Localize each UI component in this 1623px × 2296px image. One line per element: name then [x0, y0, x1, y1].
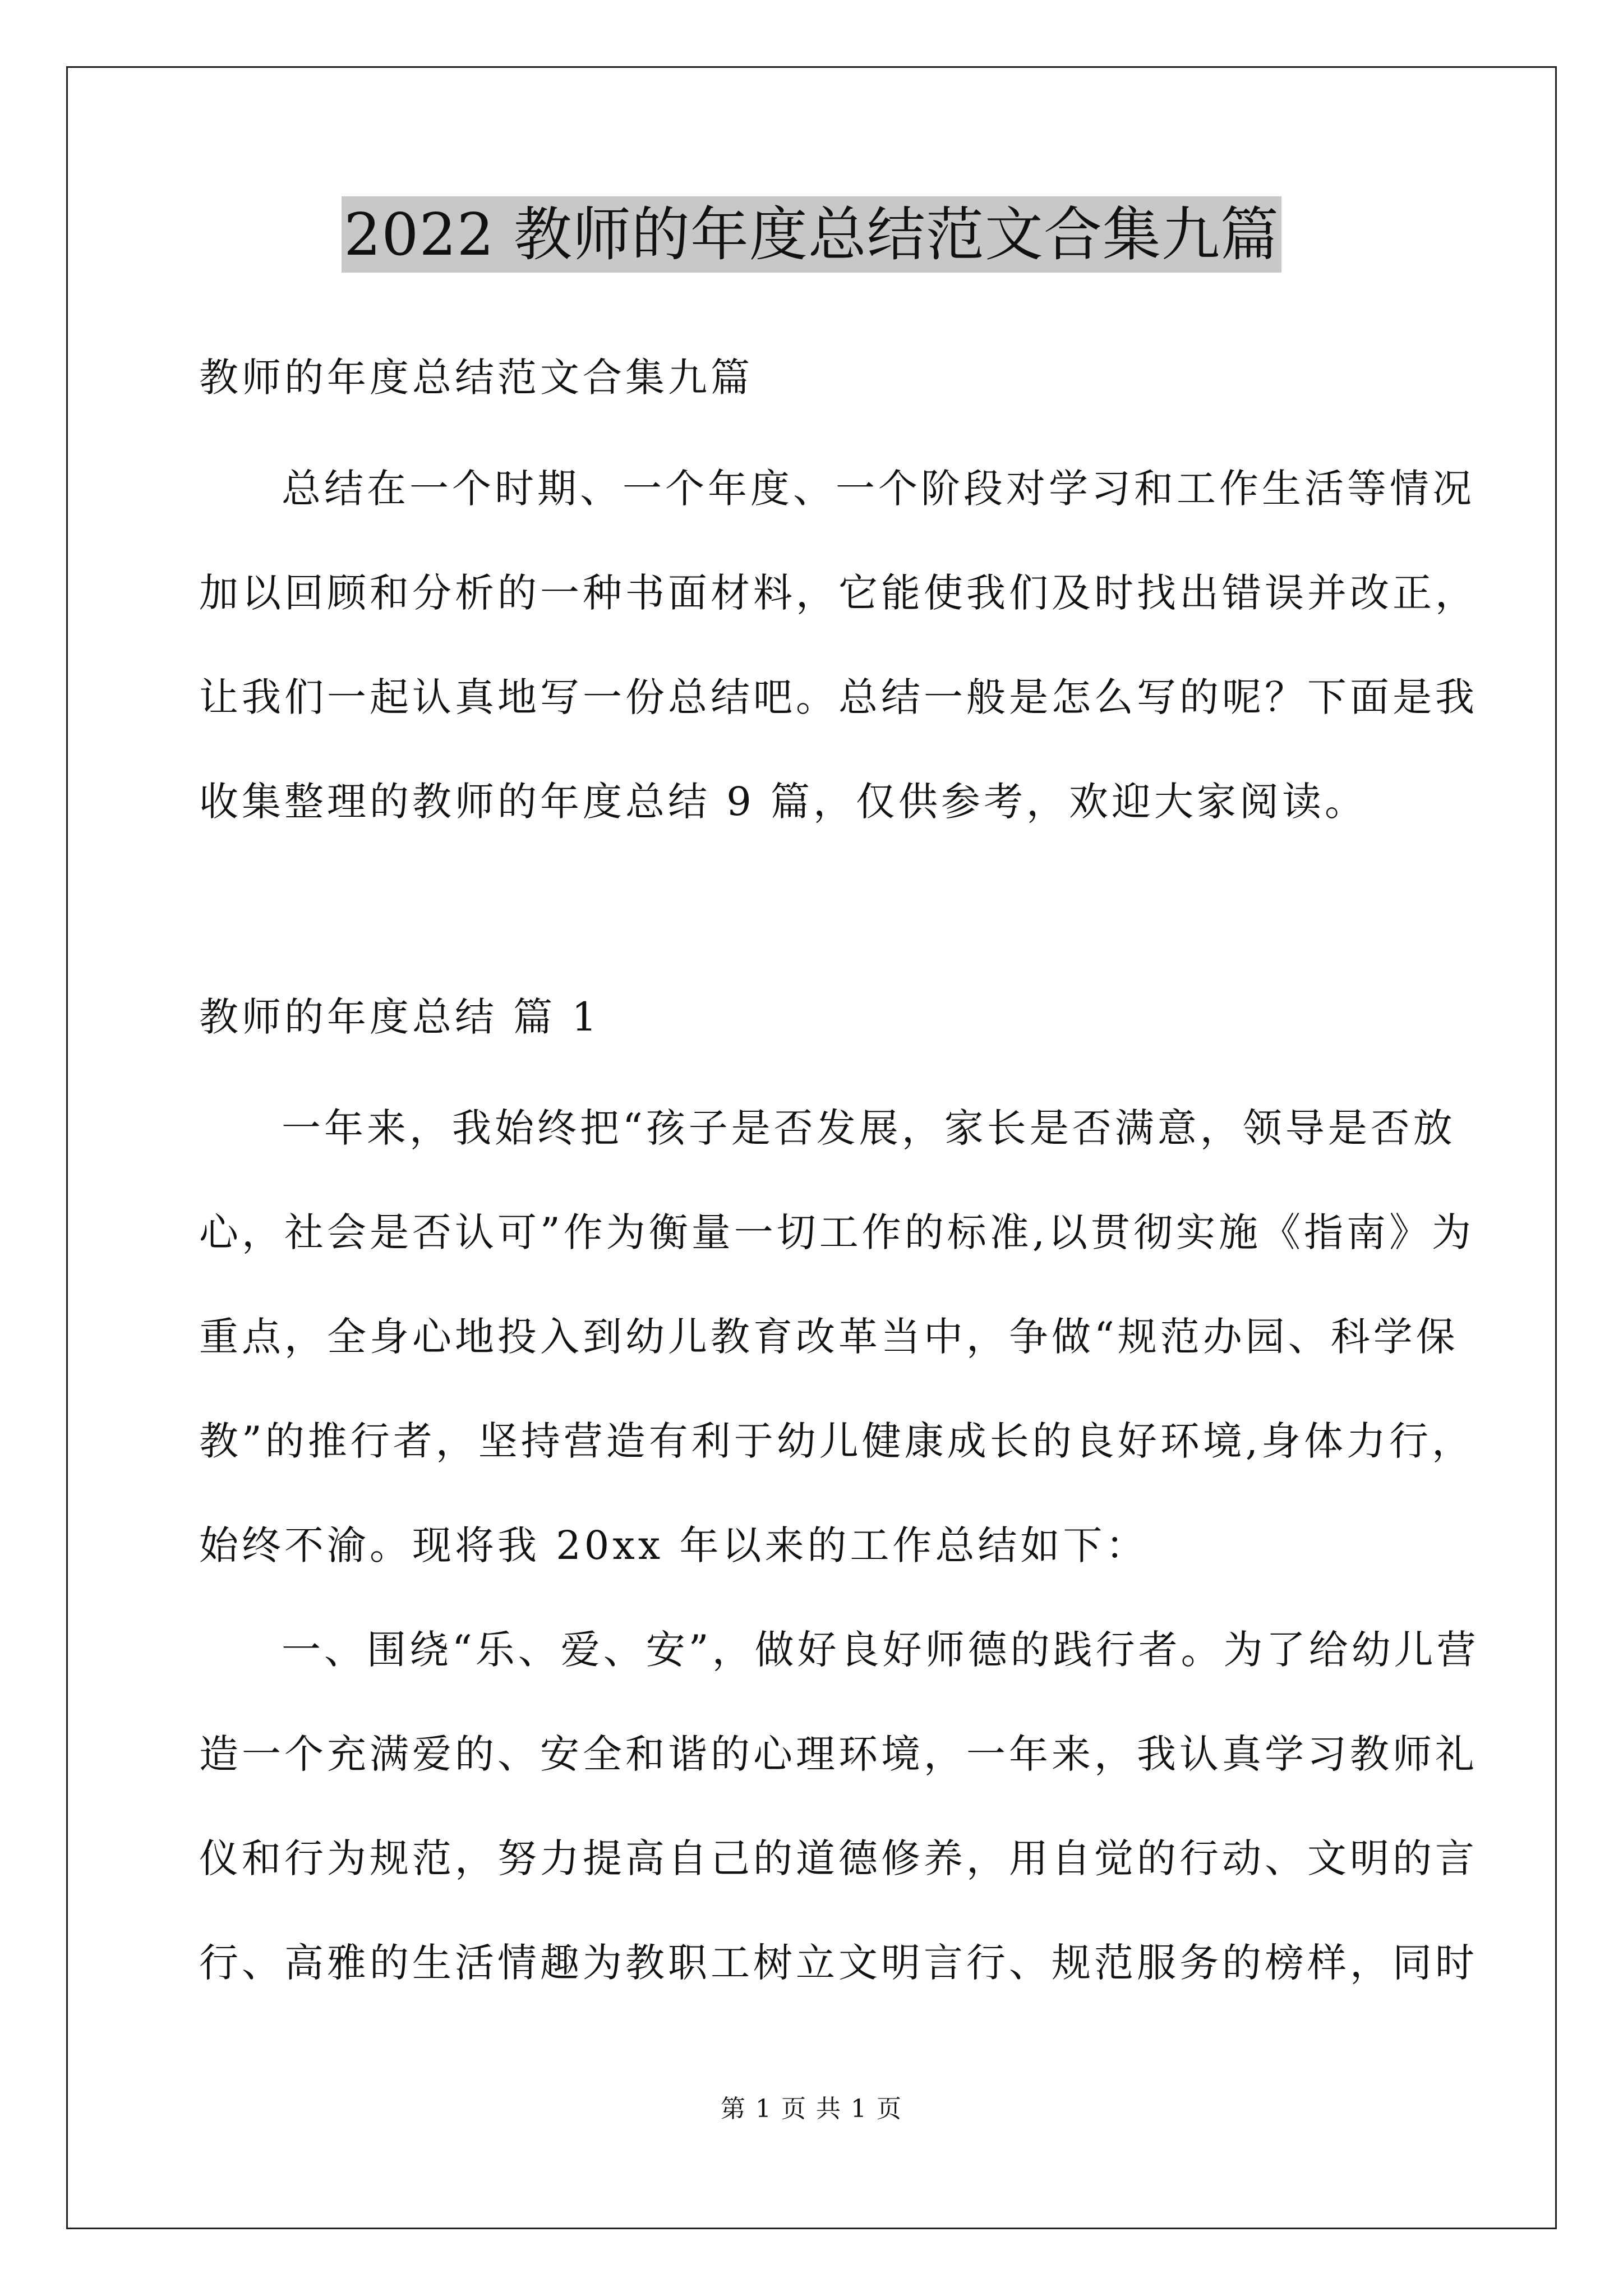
intro-line: 总结在一个时期、一个年度、一个阶段对学习和工作生活等情况 [282, 466, 1475, 512]
intro-line: 加以回顾和分析的一种书面材料，它能使我们及时找出错误并改正， [199, 570, 1478, 616]
subtitle: 教师的年度总结范文合集九篇 [199, 355, 753, 401]
paragraph-line: 心，社会是否认可”作为衡量一切工作的标准,以贯彻实施《指南》为 [199, 1209, 1475, 1255]
paragraph-line: 重点，全身心地投入到幼儿教育改革当中，争做“规范办园、科学保 [199, 1314, 1459, 1360]
paragraph-line: 仪和行为规范，努力提高自己的道德修养，用自觉的行动、文明的言 [199, 1835, 1478, 1881]
paragraph-line: 一、围绕“乐、爱、安”，做好良好师德的践行者。为了给幼儿营 [282, 1627, 1479, 1673]
intro-line: 让我们一起认真地写一份总结吧。总结一般是怎么写的呢？下面是我 [199, 674, 1478, 720]
title-container [0, 196, 1623, 273]
paragraph-line: 教”的推行者，坚持营造有利于幼儿健康成长的良好环境,身体力行， [199, 1418, 1475, 1464]
paragraph-line: 始终不渝。现将我 20xx 年以来的工作总结如下： [199, 1522, 1149, 1568]
page-footer: 第 1 页 共 1 页 [721, 2095, 902, 2123]
section-heading: 教师的年度总结 篇 1 [199, 994, 601, 1040]
paragraph-line: 行、高雅的生活情趣为教职工树立文明言行、规范服务的榜样，同时 [199, 1940, 1478, 1986]
document-title: 2022 教师的年度总结范文合集九篇 [342, 196, 1281, 273]
paragraph-line: 一年来，我始终把“孩子是否发展，家长是否满意，领导是否放 [282, 1105, 1456, 1151]
intro-line: 收集整理的教师的年度总结 9 篇，仅供参考，欢迎大家阅读。 [199, 779, 1368, 825]
paragraph-line: 造一个充满爱的、安全和谐的心理环境，一年来，我认真学习教师礼 [199, 1731, 1478, 1777]
